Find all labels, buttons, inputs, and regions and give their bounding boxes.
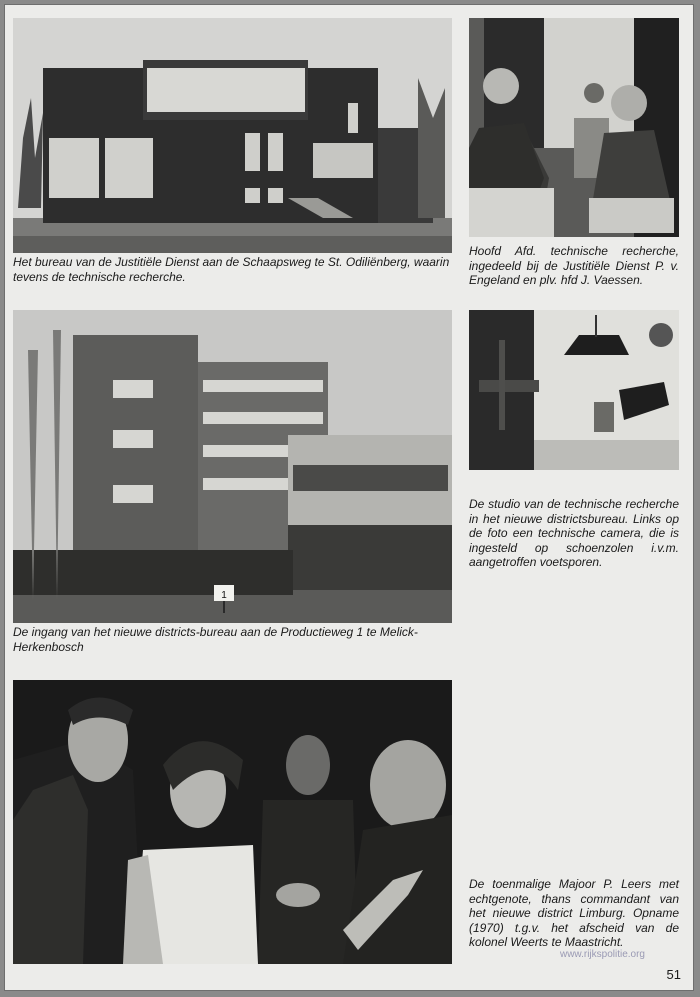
caption-majoor-leers: De toenmalige Majoor P. Leers met echtgenote, thans commandant van het nieuwe district Limburg. Opname (1970) t.g.v. het afscheid van de kolonel Weerts te Maastricht.: [469, 877, 679, 950]
photo-majoor-leers: [13, 680, 452, 964]
caption-hoofd-afd: Hoofd Afd. technische recherche, ingedeeld bij de Justitiële Dienst P. v. Engeland en plv. hfd J. Vaessen.: [469, 244, 679, 288]
caption-districtsbureau: De ingang van het nieuwe districts-bureau aan de Productieweg 1 te Melick-Herkenbosch: [13, 625, 418, 654]
page-number: 51: [666, 967, 681, 982]
sign-number: 1: [221, 590, 227, 601]
photo-bureau-schaapsweg: [13, 18, 452, 253]
photo-studio: [469, 310, 679, 470]
caption-bureau-schaapsweg: Het bureau van de Justitiële Dienst aan de Schaapsweg te St. Odiliënberg, waarin tevens de technische recherche.: [13, 255, 450, 284]
watermark: www.rijkspolitie.org: [559, 949, 645, 960]
caption-studio: De studio van de technische recherche in het nieuwe districtsbureau. Links op de foto een technische camera, die is ingesteld op schoenzolen i.v.m. aangetroffen voetsporen.: [469, 497, 679, 570]
photo-hoofd-afd: [469, 18, 679, 237]
magazine-page: [4, 4, 694, 991]
photo-districtsbureau: [13, 310, 452, 623]
